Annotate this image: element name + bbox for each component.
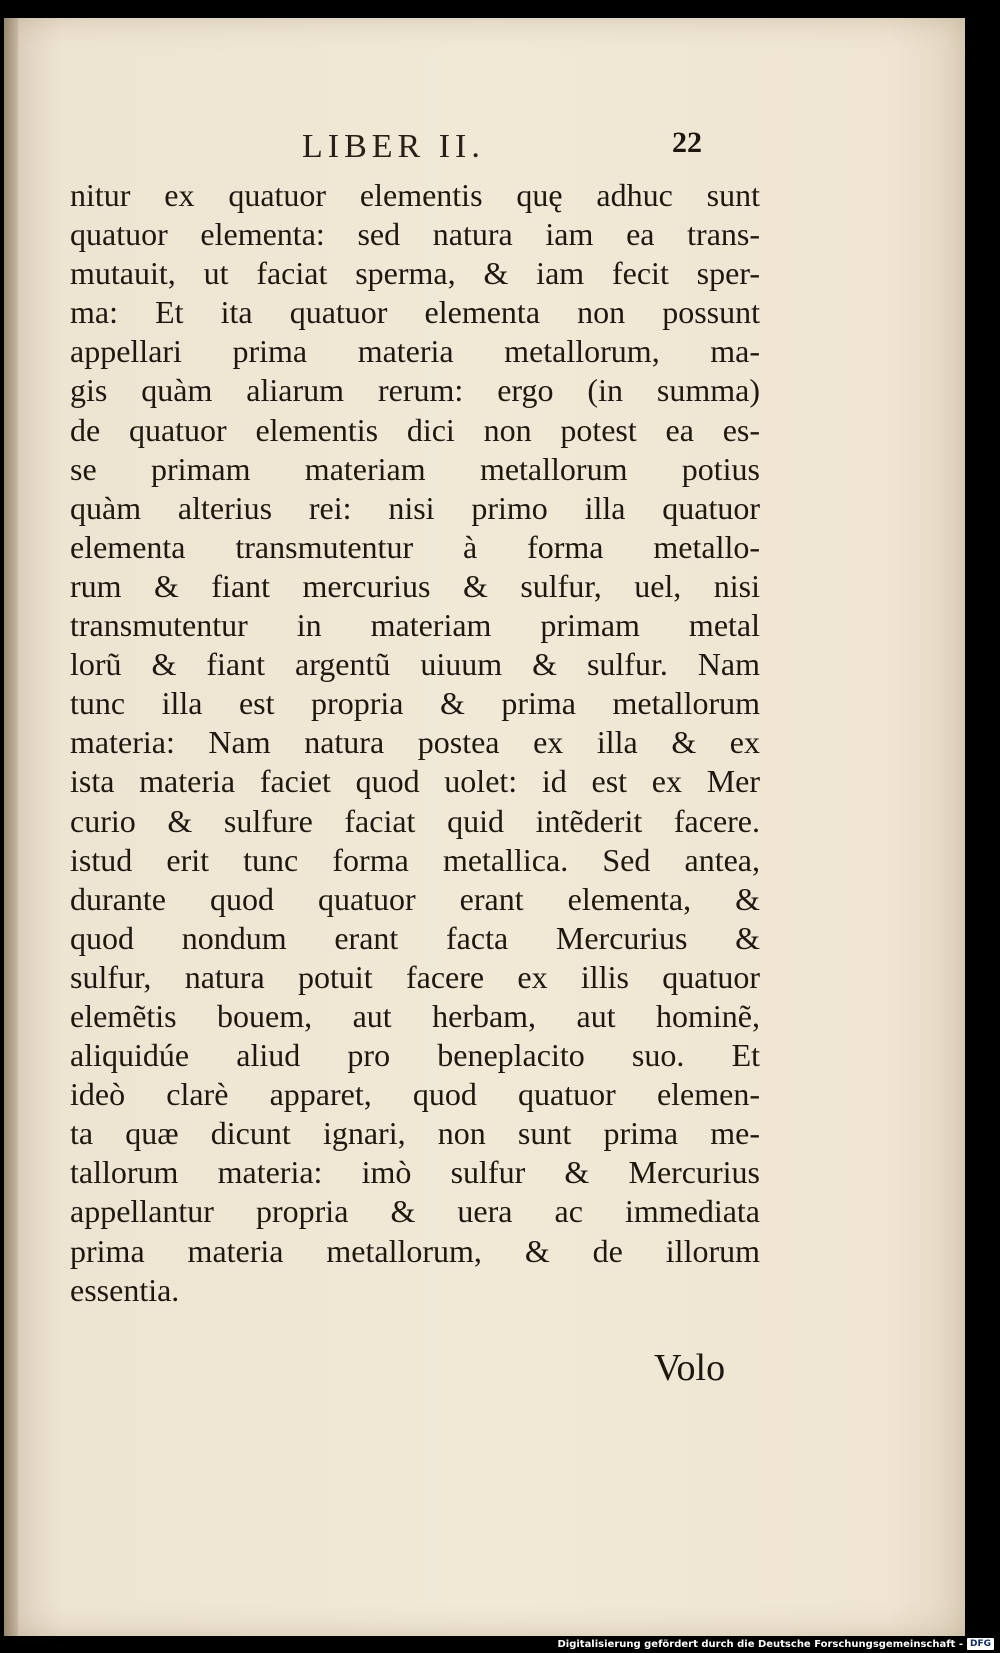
text-line: appellari prima materia metallorum, ma- xyxy=(70,333,760,370)
text-line: gis quàm aliarum rerum: ergo (in summa) xyxy=(70,372,760,409)
dfg-logo: DFG xyxy=(967,1638,994,1650)
text-line: tunc illa est propria & prima metallorum xyxy=(70,685,760,722)
text-line: quàm alterius rei: nisi primo illa quatuor xyxy=(70,489,760,526)
text-line: appellantur propria & uera ac immediata xyxy=(70,1193,760,1230)
running-title: LIBER II. xyxy=(302,128,485,165)
text-line: istud erit tunc forma metallica. Sed antea, xyxy=(70,841,760,878)
text-line: lorũ & fiant argentũ uiuum & sulfur. Nam xyxy=(70,646,760,683)
text-line: tallorum materia: imò sulfur & Mercurius xyxy=(70,1154,760,1191)
text-line: materia: Nam natura postea ex illa & ex xyxy=(70,724,760,761)
text-line: ma: Et ita quatuor elementa non possunt xyxy=(70,294,760,331)
text-line: sulfur, natura potuit facere ex illis quatuor xyxy=(70,958,760,995)
text-line: curio & sulfure faciat quid intẽderit facere. xyxy=(70,802,760,839)
text-line: ista materia faciet quod uolet: id est ex Mer xyxy=(70,763,760,800)
text-line: mutauit, ut faciat sperma, & iam fecit sper- xyxy=(70,255,760,292)
book-page xyxy=(4,18,965,1636)
page-number: 22 xyxy=(672,126,702,159)
text-line: ideò clarè apparet, quod quatuor elemen- xyxy=(70,1076,760,1113)
text-line: se primam materiam metallorum potius xyxy=(70,450,760,487)
digitization-credit xyxy=(557,1637,994,1651)
text-line: de quatuor elementis dici non potest ea es- xyxy=(70,411,760,448)
text-line: quod nondum erant facta Mercurius & xyxy=(70,919,760,956)
text-line: nitur ex quatuor elementis quę adhuc sunt xyxy=(70,177,760,213)
text-line: aliquidúe aliud pro beneplacito suo. Et xyxy=(70,1037,760,1074)
text-line: durante quod quatuor erant elementa, & xyxy=(70,880,760,917)
catchword: Volo xyxy=(654,1347,726,1389)
text-line: prima materia metallorum, & de illorum xyxy=(70,1232,760,1269)
text-line: rum & fiant mercurius & sulfur, uel, nisi xyxy=(70,567,760,604)
text-line: transmutentur in materiam primam metal xyxy=(70,607,760,644)
text-line: elemẽtis bouem, aut herbam, aut hominẽ, xyxy=(70,997,760,1034)
text-line: elementa transmutentur à forma metallo- xyxy=(70,528,760,565)
text-line: ta quæ dicunt ignari, non sunt prima me- xyxy=(70,1115,760,1152)
credit-text: Digitalisierung gefördert durch die Deutsche Forschungsgemeinschaft - xyxy=(557,1638,963,1650)
text-line: essentia. xyxy=(70,1271,180,1308)
page-header xyxy=(4,116,965,166)
body-text xyxy=(70,176,760,1310)
text-line: quatuor elementa: sed natura iam ea trans- xyxy=(70,216,760,253)
